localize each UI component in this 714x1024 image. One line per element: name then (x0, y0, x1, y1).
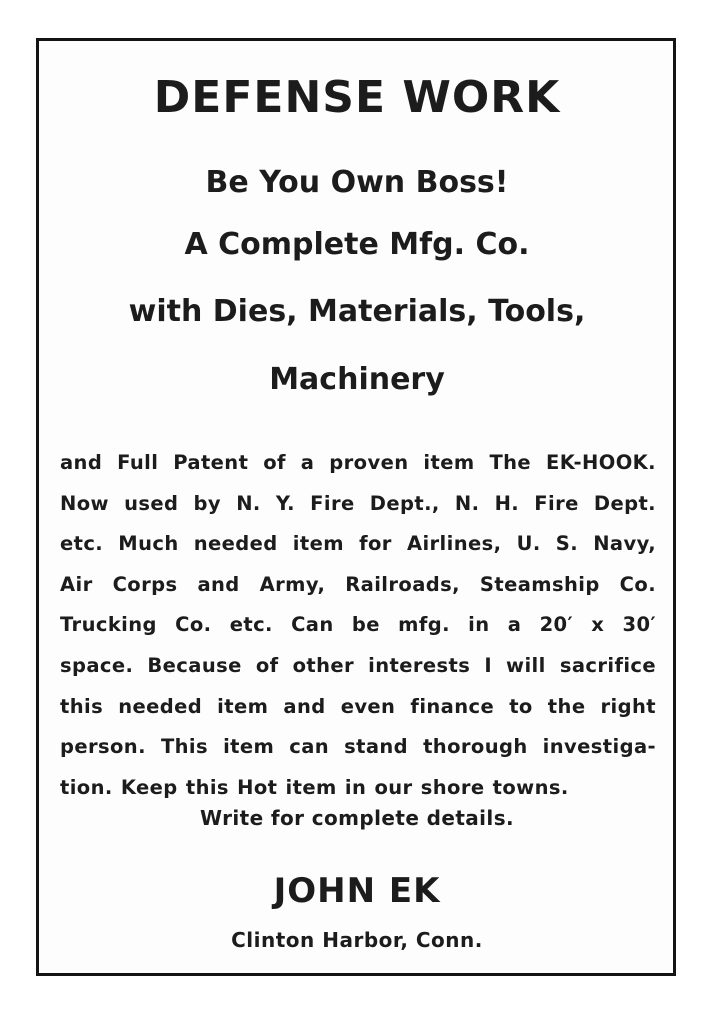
body-line: Air Corps and Army, Railroads, Steamship Co. (60, 572, 656, 596)
advertiser-location: Clinton Harbor, Conn. (231, 928, 483, 952)
body-text (60, 443, 656, 808)
advertiser-name: JOHN EK (273, 871, 441, 911)
subhead-dies-tools: with Dies, Materials, Tools, (128, 294, 586, 329)
body-line: person. This item can stand thorough investiga- (60, 735, 656, 759)
body-line: Trucking Co. etc. Can be mfg. in a 20′ x 30′ (60, 613, 656, 637)
body-line: and Full Patent of a proven item The EK-HOOK. (60, 451, 656, 474)
body-line: space. Because of other interests I will sacrifice (60, 653, 656, 677)
subhead-mfg-co: A Complete Mfg. Co. (184, 227, 530, 262)
body-line: etc. Much needed item for Airlines, U. S. Navy, (60, 532, 656, 556)
body-line: tion. Keep this Hot item in our shore towns. (60, 775, 569, 799)
headline: DEFENSE WORK (153, 72, 561, 123)
closing-line: Write for complete details. (200, 806, 514, 830)
subhead-boss: Be You Own Boss! (205, 165, 509, 200)
subhead-machinery: Machinery (269, 362, 445, 397)
body-line: Now used by N. Y. Fire Dept., N. H. Fire Dept. (60, 491, 656, 515)
body-line: this needed item and even finance to the right (60, 694, 656, 718)
